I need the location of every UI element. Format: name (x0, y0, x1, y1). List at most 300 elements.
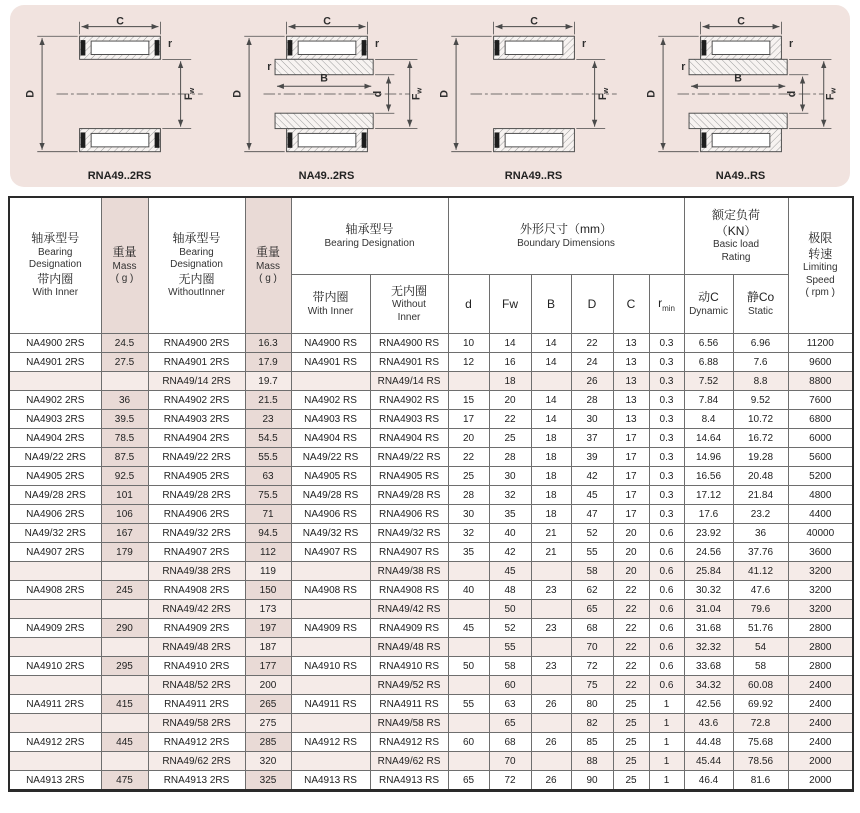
designation-cell: 75.5 (245, 486, 291, 505)
value-cell: 28 (571, 391, 613, 410)
designation-cell: 24.5 (101, 334, 148, 353)
col-header-designation-without-inner: 轴承型号 Bearing Designation 无内圈 WithoutInner (148, 197, 245, 334)
value-cell (448, 676, 489, 695)
designation-cell: NA4909 RS (291, 619, 370, 638)
value-cell: 82 (571, 714, 613, 733)
table-row (9, 657, 853, 676)
diagram-caption: NA49..RS (715, 170, 766, 182)
designation-cell: NA49/28 RS (291, 486, 370, 505)
svg-text:D: D (23, 90, 36, 98)
value-cell: 0.3 (649, 372, 684, 391)
value-cell: 22 (613, 581, 649, 600)
designation-cell: NA4909 2RS (9, 619, 101, 638)
value-cell: 18 (531, 448, 571, 467)
value-cell: 12 (448, 353, 489, 372)
col-header-rmin: $r_{min}$ (649, 275, 684, 334)
value-cell: 72 (489, 771, 531, 791)
svg-text:C: C (529, 17, 538, 28)
bearing-cross-section-drawing (436, 17, 632, 169)
designation-cell: 187 (245, 638, 291, 657)
value-cell: 58 (571, 562, 613, 581)
value-cell: 1 (649, 771, 684, 791)
designation-cell: NA4912 2RS (9, 733, 101, 752)
designation-cell (291, 562, 370, 581)
value-cell: 0.3 (649, 448, 684, 467)
designation-cell: 16.3 (245, 334, 291, 353)
designation-cell: 265 (245, 695, 291, 714)
value-cell: 31.68 (684, 619, 733, 638)
designation-cell: RNA4913 RS (370, 771, 448, 791)
value-cell: 3200 (788, 600, 853, 619)
value-cell: 34.32 (684, 676, 733, 695)
value-cell: 30 (489, 467, 531, 486)
value-cell: 5200 (788, 467, 853, 486)
value-cell: 79.6 (733, 600, 788, 619)
value-cell: 24 (571, 353, 613, 372)
value-cell: 55 (571, 543, 613, 562)
designation-cell: RNA4909 RS (370, 619, 448, 638)
designation-cell (9, 372, 101, 391)
value-cell: 0.3 (649, 391, 684, 410)
value-cell: 16 (489, 353, 531, 372)
value-cell: 36 (733, 524, 788, 543)
designation-cell: RNA49/48 RS (370, 638, 448, 657)
value-cell (448, 600, 489, 619)
value-cell: 58 (489, 657, 531, 676)
value-cell: 0.3 (649, 429, 684, 448)
value-cell: 4800 (788, 486, 853, 505)
designation-cell: NA4905 2RS (9, 467, 101, 486)
value-cell: 25 (613, 695, 649, 714)
designation-cell: NA49/22 RS (291, 448, 370, 467)
value-cell: 0.6 (649, 676, 684, 695)
value-cell: 0.6 (649, 619, 684, 638)
designation-cell: RNA49/38 RS (370, 562, 448, 581)
value-cell: 20.48 (733, 467, 788, 486)
designation-cell: RNA49/62 RS (370, 752, 448, 771)
value-cell: 17 (613, 486, 649, 505)
value-cell: 17 (613, 429, 649, 448)
value-cell: 70 (489, 752, 531, 771)
value-cell: 65 (571, 600, 613, 619)
svg-text:D: D (437, 90, 450, 98)
table-row (9, 524, 853, 543)
value-cell: 68 (571, 619, 613, 638)
value-cell: 22 (613, 600, 649, 619)
table-row (9, 676, 853, 695)
value-cell (531, 714, 571, 733)
col-header-mass-1: 重量 Mass ( g ) (101, 197, 148, 334)
value-cell: 30 (571, 410, 613, 429)
svg-text:r: r (581, 37, 586, 50)
value-cell: 13 (613, 372, 649, 391)
designation-cell: RNA4904 2RS (148, 429, 245, 448)
designation-cell: 290 (101, 619, 148, 638)
designation-cell: NA4913 2RS (9, 771, 101, 791)
designation-cell: RNA49/14 RS (370, 372, 448, 391)
value-cell: 32 (489, 486, 531, 505)
value-cell: 6800 (788, 410, 853, 429)
value-cell: 18 (531, 467, 571, 486)
value-cell: 0.6 (649, 543, 684, 562)
value-cell: 0.6 (649, 600, 684, 619)
value-cell: 18 (531, 429, 571, 448)
value-cell: 6.88 (684, 353, 733, 372)
table-row (9, 429, 853, 448)
value-cell: 37.76 (733, 543, 788, 562)
designation-cell: RNA4911 RS (370, 695, 448, 714)
designation-cell: NA49/32 RS (291, 524, 370, 543)
svg-text:B: B (733, 72, 742, 85)
svg-text:r: r (680, 60, 685, 73)
value-cell: 20 (448, 429, 489, 448)
designation-cell: RNA4901 RS (370, 353, 448, 372)
designation-cell: NA4903 RS (291, 410, 370, 429)
value-cell: 3600 (788, 543, 853, 562)
value-cell: 2800 (788, 638, 853, 657)
designation-cell: RNA4900 2RS (148, 334, 245, 353)
designation-cell: NA4913 RS (291, 771, 370, 791)
value-cell: 32.32 (684, 638, 733, 657)
value-cell: 2000 (788, 752, 853, 771)
value-cell: 22 (613, 619, 649, 638)
value-cell: 21 (531, 543, 571, 562)
value-cell: 14 (489, 334, 531, 353)
value-cell (531, 562, 571, 581)
bearing-diagrams-panel (10, 5, 850, 187)
value-cell: 9600 (788, 353, 853, 372)
value-cell: 25 (489, 429, 531, 448)
value-cell: 17 (448, 410, 489, 429)
value-cell: 40000 (788, 524, 853, 543)
value-cell: 23 (531, 581, 571, 600)
value-cell: 42 (571, 467, 613, 486)
value-cell: 7.6 (733, 353, 788, 372)
designation-cell: RNA4906 RS (370, 505, 448, 524)
value-cell: 81.6 (733, 771, 788, 791)
designation-cell: RNA4901 2RS (148, 353, 245, 372)
svg-text:r: r (788, 37, 793, 50)
designation-cell: NA49/28 2RS (9, 486, 101, 505)
value-cell: 23 (531, 657, 571, 676)
value-cell: 0.6 (649, 524, 684, 543)
designation-cell (101, 752, 148, 771)
value-cell: 7.84 (684, 391, 733, 410)
designation-cell: RNA49/22 2RS (148, 448, 245, 467)
value-cell: 13 (613, 391, 649, 410)
table-row (9, 752, 853, 771)
value-cell: 5600 (788, 448, 853, 467)
value-cell: 60 (448, 733, 489, 752)
designation-cell (9, 676, 101, 695)
value-cell: 22 (489, 410, 531, 429)
bearing-diagram-rna49-rs (430, 9, 637, 185)
value-cell: 40 (448, 581, 489, 600)
designation-cell: RNA4906 2RS (148, 505, 245, 524)
designation-cell (291, 600, 370, 619)
value-cell: 58 (733, 657, 788, 676)
value-cell (531, 638, 571, 657)
value-cell: 22 (571, 334, 613, 353)
designation-cell: 445 (101, 733, 148, 752)
designation-cell: NA4907 RS (291, 543, 370, 562)
table-row (9, 410, 853, 429)
value-cell: 2800 (788, 619, 853, 638)
designation-cell: RNA4910 RS (370, 657, 448, 676)
designation-cell: RNA49/52 RS (370, 676, 448, 695)
value-cell: 14 (531, 410, 571, 429)
value-cell: 13 (613, 410, 649, 429)
value-cell (531, 752, 571, 771)
value-cell: 18 (531, 486, 571, 505)
value-cell: 44.48 (684, 733, 733, 752)
designation-cell: RNA4905 RS (370, 467, 448, 486)
value-cell: 55 (489, 638, 531, 657)
value-cell: 18 (489, 372, 531, 391)
value-cell: 47.6 (733, 581, 788, 600)
value-cell: 43.6 (684, 714, 733, 733)
value-cell: 3200 (788, 581, 853, 600)
designation-cell: RNA49/32 2RS (148, 524, 245, 543)
col-header-mass-2: 重量 Mass ( g ) (245, 197, 291, 334)
designation-cell: RNA49/38 2RS (148, 562, 245, 581)
svg-text:d: d (371, 90, 384, 98)
value-cell (531, 372, 571, 391)
value-cell: 24.56 (684, 543, 733, 562)
value-cell: 33.68 (684, 657, 733, 676)
value-cell: 8.4 (684, 410, 733, 429)
value-cell: 80 (571, 695, 613, 714)
designation-cell (291, 638, 370, 657)
designation-cell (9, 638, 101, 657)
designation-cell (9, 562, 101, 581)
table-row (9, 638, 853, 657)
designation-cell: NA4911 RS (291, 695, 370, 714)
value-cell: 25 (613, 752, 649, 771)
value-cell: 30 (448, 505, 489, 524)
col-group-basic-load-rating: 额定负荷 （KN） Basic load Rating (684, 197, 788, 275)
designation-cell: NA49/32 2RS (9, 524, 101, 543)
designation-cell: 106 (101, 505, 148, 524)
designation-cell: 39.5 (101, 410, 148, 429)
designation-cell: RNA4904 RS (370, 429, 448, 448)
col-group-bearing-designation: 轴承型号 Bearing Designation (291, 197, 448, 275)
value-cell: 54 (733, 638, 788, 657)
designation-cell: RNA4907 RS (370, 543, 448, 562)
designation-cell: 21.5 (245, 391, 291, 410)
designation-cell: RNA49/58 RS (370, 714, 448, 733)
col-header-c: C (613, 275, 649, 334)
svg-text:B: B (319, 72, 328, 85)
bearing-cross-section-drawing (229, 17, 425, 169)
value-cell: 0.3 (649, 467, 684, 486)
value-cell: 23 (531, 619, 571, 638)
svg-text:r: r (266, 60, 271, 73)
value-cell: 22 (613, 676, 649, 695)
col-header-fw: Fw (489, 275, 531, 334)
value-cell: 35 (489, 505, 531, 524)
designation-cell: RNA4910 2RS (148, 657, 245, 676)
designation-cell: 71 (245, 505, 291, 524)
table-row (9, 771, 853, 791)
value-cell: 9.52 (733, 391, 788, 410)
bearing-diagram-na49-2rs (223, 9, 430, 185)
value-cell: 70 (571, 638, 613, 657)
designation-cell: NA4908 RS (291, 581, 370, 600)
designation-cell: NA4903 2RS (9, 410, 101, 429)
designation-cell: RNA49/14 2RS (148, 372, 245, 391)
value-cell: 90 (571, 771, 613, 791)
table-row (9, 562, 853, 581)
bearing-cross-section-drawing (22, 17, 218, 169)
value-cell: 40 (489, 524, 531, 543)
designation-cell: RNA4913 2RS (148, 771, 245, 791)
value-cell: 17 (613, 467, 649, 486)
value-cell: 72 (571, 657, 613, 676)
svg-text:d: d (785, 90, 798, 98)
designation-cell: RNA4902 2RS (148, 391, 245, 410)
value-cell: 25 (448, 467, 489, 486)
value-cell: 14.96 (684, 448, 733, 467)
value-cell: 51.76 (733, 619, 788, 638)
designation-cell: NA4906 RS (291, 505, 370, 524)
designation-cell: NA49/22 2RS (9, 448, 101, 467)
value-cell: 8800 (788, 372, 853, 391)
designation-cell: 415 (101, 695, 148, 714)
table-row (9, 486, 853, 505)
value-cell: 46.4 (684, 771, 733, 791)
designation-cell: 55.5 (245, 448, 291, 467)
value-cell (448, 562, 489, 581)
value-cell: 0.3 (649, 410, 684, 429)
table-row (9, 505, 853, 524)
value-cell: 68 (489, 733, 531, 752)
designation-cell (101, 562, 148, 581)
value-cell: 17.12 (684, 486, 733, 505)
value-cell: 22 (613, 638, 649, 657)
designation-cell: RNA4900 RS (370, 334, 448, 353)
value-cell: 1 (649, 752, 684, 771)
svg-text:C: C (736, 17, 745, 28)
designation-cell: NA4904 2RS (9, 429, 101, 448)
table-row (9, 448, 853, 467)
value-cell: 52 (489, 619, 531, 638)
value-cell: 20 (613, 524, 649, 543)
designation-cell: RNA4912 RS (370, 733, 448, 752)
value-cell: 14 (531, 391, 571, 410)
designation-cell: 177 (245, 657, 291, 676)
value-cell: 75 (571, 676, 613, 695)
designation-cell: RNA49/32 RS (370, 524, 448, 543)
col-group-boundary-dimensions: 外形尺寸（mm） Boundary Dimensions (448, 197, 684, 275)
col-header-b: B (531, 275, 571, 334)
value-cell: 42.56 (684, 695, 733, 714)
designation-cell: RNA4905 2RS (148, 467, 245, 486)
svg-text:D: D (644, 90, 657, 98)
value-cell: 55 (448, 695, 489, 714)
value-cell: 8.8 (733, 372, 788, 391)
value-cell: 2800 (788, 657, 853, 676)
value-cell (531, 676, 571, 695)
bearing-table (8, 196, 854, 792)
designation-cell: 245 (101, 581, 148, 600)
designation-cell: RNA48/52 2RS (148, 676, 245, 695)
value-cell: 14 (531, 334, 571, 353)
table-body (9, 334, 853, 791)
svg-text:C: C (115, 17, 124, 28)
value-cell: 1 (649, 733, 684, 752)
value-cell (448, 752, 489, 771)
value-cell: 75.68 (733, 733, 788, 752)
value-cell: 6000 (788, 429, 853, 448)
value-cell: 69.92 (733, 695, 788, 714)
value-cell: 0.6 (649, 657, 684, 676)
value-cell: 50 (489, 600, 531, 619)
designation-cell: 150 (245, 581, 291, 600)
designation-cell: 63 (245, 467, 291, 486)
designation-cell: 54.5 (245, 429, 291, 448)
table-row (9, 372, 853, 391)
value-cell: 37 (571, 429, 613, 448)
value-cell: 50 (448, 657, 489, 676)
value-cell: 25.84 (684, 562, 733, 581)
diagram-caption: RNA49..2RS (87, 170, 152, 182)
value-cell: 1 (649, 714, 684, 733)
svg-text:Fw: Fw (182, 87, 196, 101)
designation-cell: 112 (245, 543, 291, 562)
bearing-cross-section-drawing (643, 17, 839, 169)
col-header-rs-without-inner: 无内圈 Without Inner (370, 275, 448, 334)
value-cell: 7600 (788, 391, 853, 410)
table-row (9, 543, 853, 562)
designation-cell (291, 752, 370, 771)
designation-cell: RNA4902 RS (370, 391, 448, 410)
designation-cell: NA4911 2RS (9, 695, 101, 714)
designation-cell: 285 (245, 733, 291, 752)
value-cell: 88 (571, 752, 613, 771)
designation-cell: NA4900 RS (291, 334, 370, 353)
value-cell: 15 (448, 391, 489, 410)
value-cell: 19.28 (733, 448, 788, 467)
designation-cell: RNA4908 2RS (148, 581, 245, 600)
value-cell: 2400 (788, 695, 853, 714)
value-cell: 47 (571, 505, 613, 524)
designation-cell: 87.5 (101, 448, 148, 467)
value-cell: 25 (613, 733, 649, 752)
bearing-diagram-rna49-2rs (16, 9, 223, 185)
designation-cell: RNA4907 2RS (148, 543, 245, 562)
svg-text:r: r (374, 37, 379, 50)
value-cell: 11200 (788, 334, 853, 353)
col-header-designation-with-inner: 轴承型号 Bearing Designation 带内圈 With Inner (9, 197, 101, 334)
designation-cell: RNA4903 2RS (148, 410, 245, 429)
value-cell: 20 (489, 391, 531, 410)
value-cell: 62 (571, 581, 613, 600)
value-cell: 7.52 (684, 372, 733, 391)
value-cell: 10 (448, 334, 489, 353)
designation-cell: 92.5 (101, 467, 148, 486)
value-cell: 26 (571, 372, 613, 391)
svg-text:Fw: Fw (823, 87, 837, 101)
value-cell: 30.32 (684, 581, 733, 600)
designation-cell (9, 600, 101, 619)
col-header-static-load: 静Co Static (733, 275, 788, 334)
value-cell: 16.72 (733, 429, 788, 448)
designation-cell (101, 714, 148, 733)
designation-cell: RNA49/58 2RS (148, 714, 245, 733)
table-row (9, 467, 853, 486)
table-row (9, 600, 853, 619)
